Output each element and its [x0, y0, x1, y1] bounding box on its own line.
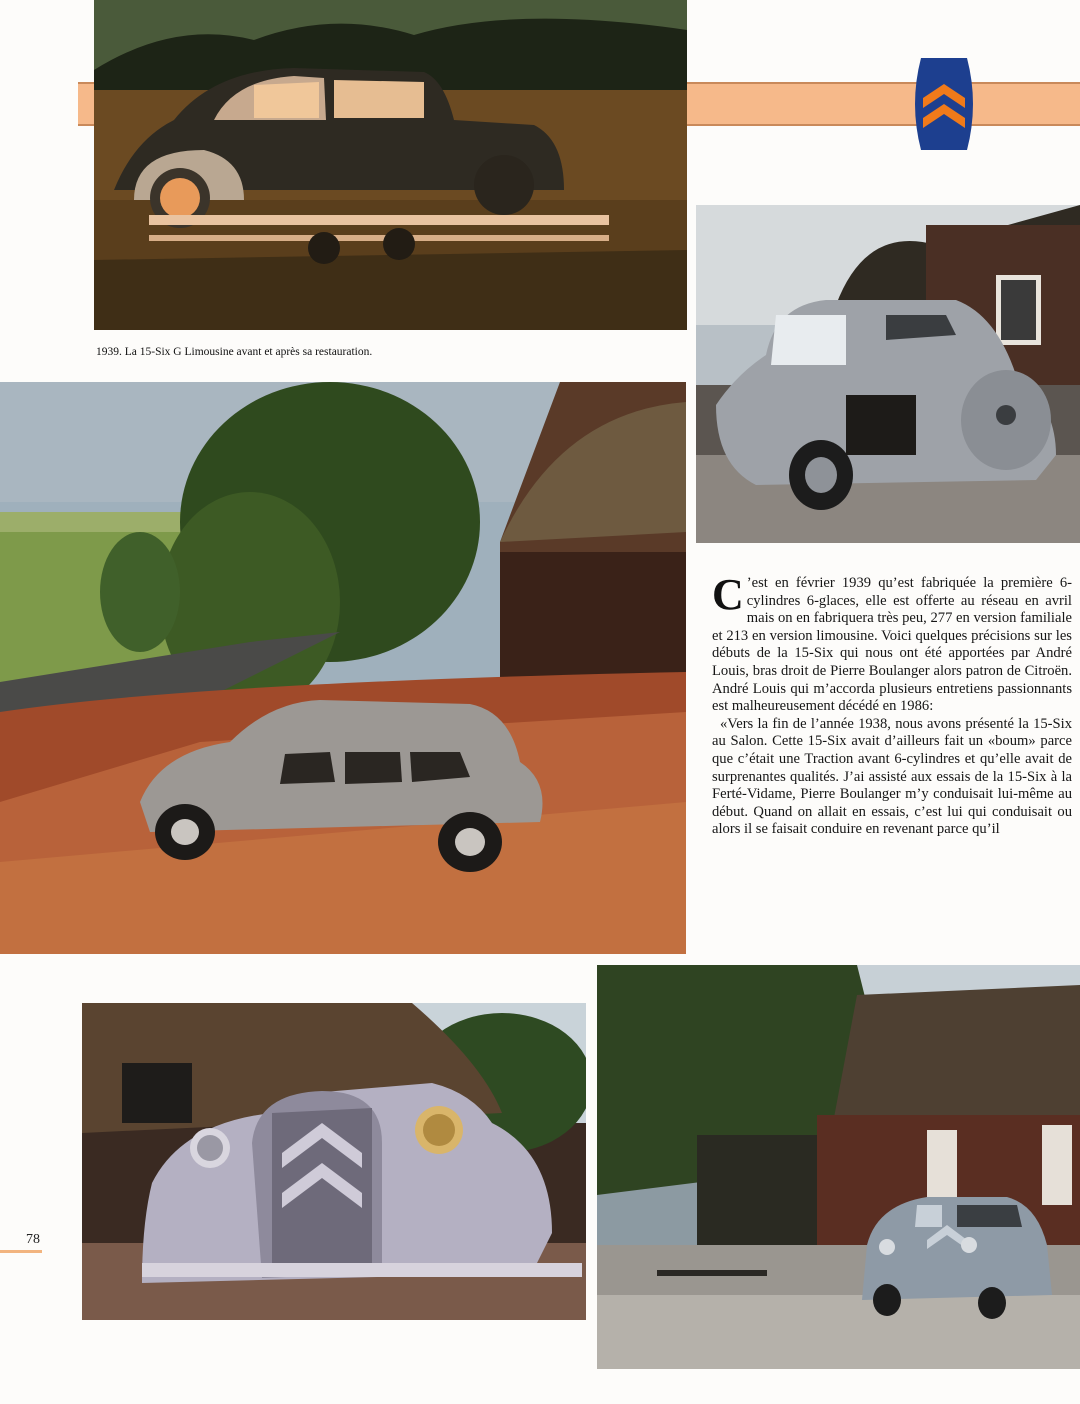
- article-paragraph-1-text: ’est en février 1939 qu’est fabriquée la première 6-cylindres 6-glaces, elle est offerte au réseau en avril mais on en fabriquera très peu, 277 en version familiale et 213 en version limousine. Voici quelques précisions sur les débuts de la 15-Six qui nous ont été apportées par André Louis, bras droit de Pierre Boulanger alors patron de Citroën. André Louis qui m’accorda plusieurs entretiens passionnants est malheureusement décédé en 1986:: [712, 575, 1072, 715]
- photo-caption: 1939. La 15-Six G Limousine avant et après sa restauration.: [96, 346, 373, 358]
- article-paragraph-1: [712, 570, 1072, 716]
- article-body: [712, 570, 1072, 839]
- photo-car-rear-view: [696, 205, 1080, 543]
- photo-car-on-trailer: [94, 0, 687, 330]
- page-number: 78: [26, 1232, 40, 1247]
- photo-car-front-view: [82, 1003, 586, 1320]
- photo-car-farmhouse: [597, 965, 1080, 1369]
- article-paragraph-2: «Vers la fin de l’année 1938, nous avons présenté la 15-Six au Salon. Cette 15-Six avait d’ailleurs fait un «boum» parce que c’était une Traction avant 6-cylindres et qu’elle avait de surprenantes qualités. J’ai assisté aux essais de la 15-Six à la Ferté-Vidame, Pierre Boulanger m’y conduisait lui-même au début. Quand on allait en essais, c’est lui qui conduisait ou alors il se faisait conduire en revenant parce qu’il: [712, 715, 1072, 838]
- photo-car-side-view: [0, 382, 686, 954]
- citroen-logo-icon: [909, 54, 979, 154]
- page-number-rule: [0, 1250, 42, 1253]
- drop-cap: C: [712, 570, 744, 619]
